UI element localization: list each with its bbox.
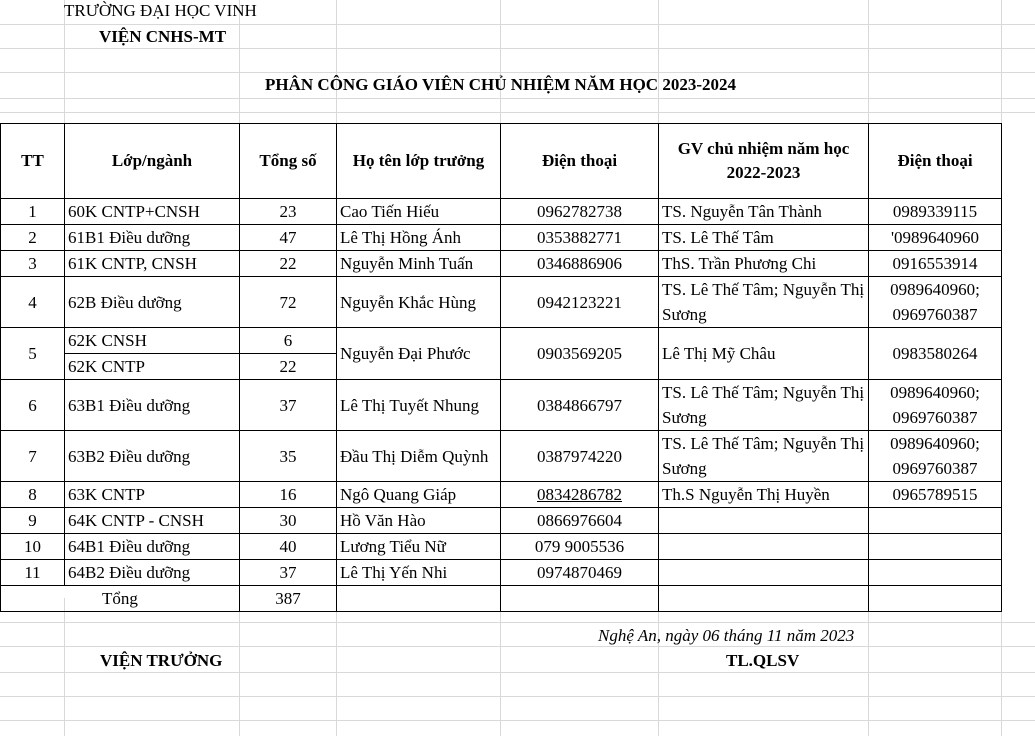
col-header-teacher-phone: Điện thoại <box>869 124 1002 199</box>
cell-tt[interactable]: 11 <box>1 560 65 586</box>
table-row <box>1 482 1002 508</box>
total-row <box>1 586 1002 612</box>
cell-class[interactable]: 61B1 Điều dưỡng <box>65 225 240 251</box>
cell-leader[interactable]: Lê Thị Yến Nhi <box>337 560 501 586</box>
cell-leader[interactable]: Lương Tiểu Nữ <box>337 534 501 560</box>
cell-total[interactable]: 22 <box>240 251 337 277</box>
table-row <box>1 328 1002 354</box>
cell-teacher-phone[interactable]: 0965789515 <box>869 482 1002 508</box>
empty-cell[interactable] <box>337 586 501 612</box>
cell-teacher[interactable]: TS. Lê Thế Tâm <box>659 225 869 251</box>
cell-class[interactable]: 63B1 Điều dưỡng <box>65 380 240 431</box>
university-name: TRƯỜNG ĐẠI HỌC VINH <box>64 1 257 20</box>
cell-teacher-phone[interactable] <box>869 560 1002 586</box>
cell-leader[interactable]: Ngô Quang Giáp <box>337 482 501 508</box>
cell-phone[interactable]: 0346886906 <box>501 251 659 277</box>
cell-tt[interactable]: 6 <box>1 380 65 431</box>
table-row <box>1 534 1002 560</box>
cell-teacher[interactable]: Th.S Nguyễn Thị Huyền <box>659 482 869 508</box>
cell-class[interactable]: 63K CNTP <box>65 482 240 508</box>
cell-tt[interactable]: 3 <box>1 251 65 277</box>
cell-leader[interactable]: Đầu Thị Diễm Quỳnh <box>337 431 501 482</box>
cell-tt[interactable]: 10 <box>1 534 65 560</box>
cell-leader[interactable]: Nguyễn Minh Tuấn <box>337 251 501 277</box>
cell-teacher-phone[interactable] <box>869 534 1002 560</box>
col-header-total: Tổng số <box>240 124 337 199</box>
cell-teacher[interactable] <box>659 508 869 534</box>
cell-class[interactable]: 61K CNTP, CNSH <box>65 251 240 277</box>
cell-leader[interactable]: Cao Tiến Hiếu <box>337 199 501 225</box>
cell-class[interactable]: 60K CNTP+CNSH <box>65 199 240 225</box>
table-row <box>1 277 1002 328</box>
table-row <box>1 380 1002 431</box>
cell-total[interactable]: 16 <box>240 482 337 508</box>
cell-total[interactable]: 37 <box>240 560 337 586</box>
cell-total[interactable]: 72 <box>240 277 337 328</box>
cell-phone[interactable]: 0834286782 <box>501 482 659 508</box>
cell-teacher-phone[interactable]: 0989640960; 0969760387 <box>869 277 1002 328</box>
col-header-teacher: GV chủ nhiệm năm học 2022-2023 <box>659 124 869 199</box>
cell-tt[interactable]: 8 <box>1 482 65 508</box>
col-header-leader: Họ tên lớp trưởng <box>337 124 501 199</box>
table-row <box>1 251 1002 277</box>
cell-class[interactable]: 64B1 Điều dưỡng <box>65 534 240 560</box>
cell-tt[interactable]: 1 <box>1 199 65 225</box>
cell-leader[interactable]: Nguyễn Đại Phước <box>337 328 501 380</box>
cell-leader[interactable]: Nguyễn Khắc Hùng <box>337 277 501 328</box>
cell-tt[interactable]: 9 <box>1 508 65 534</box>
empty-cell[interactable] <box>501 586 659 612</box>
cell-phone[interactable]: 079 9005536 <box>501 534 659 560</box>
cell-class[interactable]: 64B2 Điều dưỡng <box>65 560 240 586</box>
cell-leader[interactable]: Lê Thị Hồng Ánh <box>337 225 501 251</box>
cell-phone[interactable]: 0384866797 <box>501 380 659 431</box>
place-date: Nghệ An, ngày 06 tháng 11 năm 2023 <box>598 626 855 645</box>
cell-tt[interactable]: 2 <box>1 225 65 251</box>
total-label[interactable]: Tổng <box>1 586 240 612</box>
cell-class[interactable]: 62K CNSH <box>65 328 240 354</box>
cell-phone[interactable]: 0353882771 <box>501 225 659 251</box>
cell-tt[interactable]: 4 <box>1 277 65 328</box>
right-signer-title: TL.QLSV <box>726 651 800 670</box>
total-value[interactable]: 387 <box>240 586 337 612</box>
cell-class[interactable]: 62B Điều dưỡng <box>65 277 240 328</box>
cell-teacher-phone[interactable]: '0989640960 <box>869 225 1002 251</box>
cell-teacher[interactable]: TS. Lê Thế Tâm; Nguyễn Thị Sương <box>659 380 869 431</box>
cell-phone[interactable]: 0866976604 <box>501 508 659 534</box>
table-row <box>1 225 1002 251</box>
cell-total[interactable]: 47 <box>240 225 337 251</box>
cell-phone[interactable]: 0942123221 <box>501 277 659 328</box>
empty-cell[interactable] <box>869 586 1002 612</box>
cell-total[interactable]: 37 <box>240 380 337 431</box>
empty-cell[interactable] <box>659 586 869 612</box>
cell-class[interactable]: 62K CNTP <box>65 354 240 380</box>
cell-teacher[interactable]: Lê Thị Mỹ Châu <box>659 328 869 380</box>
table-row <box>1 431 1002 482</box>
table-row <box>1 199 1002 225</box>
cell-teacher-phone[interactable]: 0989640960; 0969760387 <box>869 380 1002 431</box>
cell-total[interactable]: 23 <box>240 199 337 225</box>
cell-phone[interactable]: 0962782738 <box>501 199 659 225</box>
assignment-table <box>0 123 1002 612</box>
cell-class[interactable]: 63B2 Điều dưỡng <box>65 431 240 482</box>
cell-total[interactable]: 6 <box>240 328 337 354</box>
cell-leader[interactable]: Hồ Văn Hào <box>337 508 501 534</box>
col-header-tt: TT <box>1 124 65 199</box>
cell-tt[interactable]: 7 <box>1 431 65 482</box>
cell-teacher[interactable] <box>659 560 869 586</box>
cell-total[interactable]: 30 <box>240 508 337 534</box>
cell-teacher[interactable]: ThS. Trần Phương Chi <box>659 251 869 277</box>
left-signer-title: VIỆN TRƯỞNG <box>100 651 223 670</box>
cell-class[interactable]: 64K CNTP - CNSH <box>65 508 240 534</box>
cell-leader[interactable]: Lê Thị Tuyết Nhung <box>337 380 501 431</box>
cell-teacher-phone[interactable] <box>869 508 1002 534</box>
cell-teacher-phone[interactable]: 0983580264 <box>869 328 1002 380</box>
cell-teacher-phone[interactable]: 0916553914 <box>869 251 1002 277</box>
table-row <box>1 560 1002 586</box>
cell-total[interactable]: 35 <box>240 431 337 482</box>
cell-phone[interactable]: 0974870469 <box>501 560 659 586</box>
cell-teacher-phone[interactable]: 0989339115 <box>869 199 1002 225</box>
cell-teacher[interactable]: TS. Lê Thế Tâm; Nguyễn Thị Sương <box>659 431 869 482</box>
cell-total[interactable]: 22 <box>240 354 337 380</box>
col-header-phone: Điện thoại <box>501 124 659 199</box>
cell-teacher[interactable]: TS. Lê Thế Tâm; Nguyễn Thị Sương <box>659 277 869 328</box>
cell-tt[interactable]: 5 <box>1 328 65 380</box>
institute-name: VIỆN CNHS-MT <box>99 27 227 46</box>
cell-phone[interactable]: 0387974220 <box>501 431 659 482</box>
table-header-row <box>1 124 1002 199</box>
table-row <box>1 508 1002 534</box>
cell-total[interactable]: 40 <box>240 534 337 560</box>
col-header-class: Lớp/ngành <box>65 124 240 199</box>
cell-teacher[interactable]: TS. Nguyễn Tân Thành <box>659 199 869 225</box>
cell-teacher[interactable] <box>659 534 869 560</box>
page-title: PHÂN CÔNG GIÁO VIÊN CHỦ NHIỆM NĂM HỌC 2023-2024 <box>265 75 736 94</box>
cell-teacher-phone[interactable]: 0989640960; 0969760387 <box>869 431 1002 482</box>
cell-phone[interactable]: 0903569205 <box>501 328 659 380</box>
